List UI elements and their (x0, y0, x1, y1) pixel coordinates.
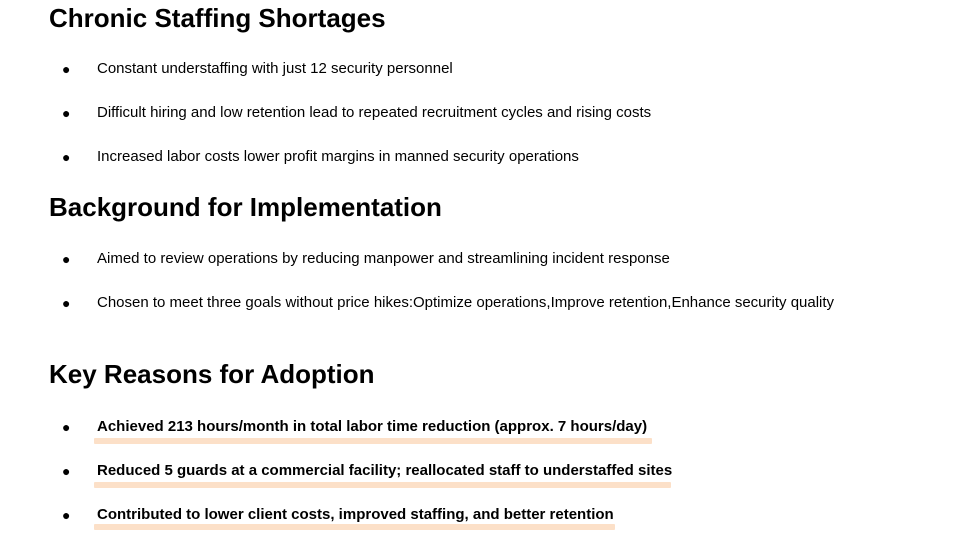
list-item (0, 249, 960, 269)
list-item (0, 417, 960, 437)
list-item (0, 59, 960, 79)
bullet-icon: ● (62, 251, 71, 267)
bullet-text: Difficult hiring and low retention lead to repeated recruitment cycles and rising costs (97, 104, 652, 121)
highlight-underline (94, 438, 652, 444)
list-item (0, 461, 960, 481)
bullet-icon: ● (62, 419, 71, 435)
list-item (0, 505, 960, 525)
bullet-icon: ● (62, 295, 71, 311)
section-title-background: Background for Implementation (49, 192, 442, 222)
section-title-staffing-shortages: Chronic Staffing Shortages (49, 3, 386, 33)
bullet-text: Chosen to meet three goals without price hikes:Optimize operations,Improve retention,Enhance security quality (97, 294, 835, 311)
bullet-icon: ● (62, 105, 71, 121)
list-item (0, 293, 960, 313)
bullet-icon: ● (62, 149, 71, 165)
bullet-icon: ● (62, 507, 71, 523)
bullet-text: Increased labor costs lower profit margins in manned security operations (97, 148, 579, 165)
bullet-text: Achieved 213 hours/month in total labor time reduction (approx. 7 hours/day) (97, 418, 648, 435)
bullet-icon: ● (62, 463, 71, 479)
bullet-text: Aimed to review operations by reducing manpower and streamlining incident response (97, 250, 670, 267)
bullet-icon: ● (62, 61, 71, 77)
highlight-underline (94, 482, 671, 488)
bullet-text: Constant understaffing with just 12 security personnel (97, 60, 453, 77)
section-title-key-reasons: Key Reasons for Adoption (49, 359, 375, 389)
bullet-text: Contributed to lower client costs, improved staffing, and better retention (97, 506, 614, 523)
list-item (0, 103, 960, 123)
bullet-text: Reduced 5 guards at a commercial facility; reallocated staff to understaffed sites (97, 462, 673, 479)
list-item (0, 147, 960, 167)
